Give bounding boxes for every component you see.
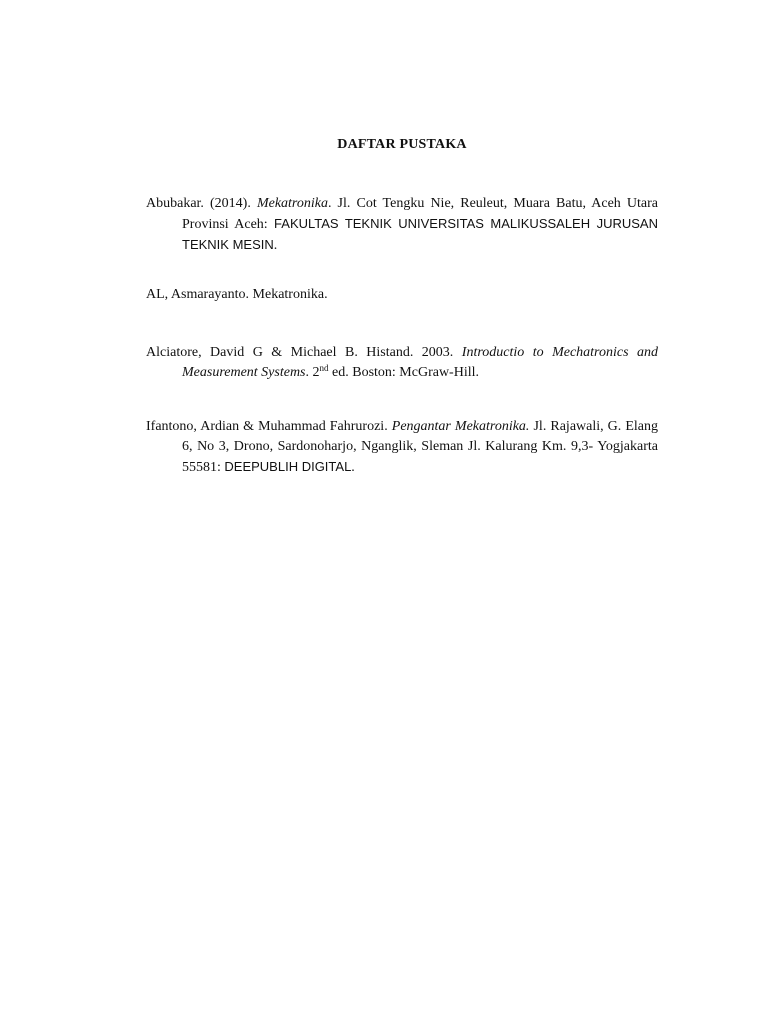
reference-publisher-info: Jl. Rajawali, G. Elang 6, No 3, Drono, Sardonoharjo, Nganglik, Sleman Jl. Kalurang Km. 9,3- Yogjakarta 55581:	[182, 419, 658, 475]
reference-publisher-info: ed. Boston: McGraw-Hill.	[328, 365, 479, 380]
reference-list	[146, 194, 658, 478]
reference-author-year: Alciatore, David G & Michael B. Histand. 2003.	[146, 345, 454, 360]
reference-end-punct: .	[351, 460, 355, 475]
reference-publisher-name: FAKULTAS TEKNIK UNIVERSITAS MALIKUSSALEH JURUSAN TEKNIK MESIN	[182, 216, 658, 252]
reference-item-abubakar	[146, 194, 658, 256]
reference-author-year: Abubakar. (2014).	[146, 196, 251, 211]
reference-edition-number: . 2	[305, 365, 320, 380]
reference-item-alciatore	[146, 343, 658, 383]
reference-item-asmarayanto	[146, 285, 658, 305]
page-title: DAFTAR PUSTAKA	[337, 137, 467, 152]
reference-text: AL, Asmarayanto. Mekatronika.	[146, 287, 328, 302]
reference-work-title: Mekatronika	[256, 196, 328, 211]
reference-work-title: Pengantar Mekatronika.	[391, 419, 530, 434]
reference-author: Ifantono, Ardian & Muhammad Fahrurozi.	[146, 419, 388, 434]
reference-work-title: Introductio to Mechatronics and Measurement Systems	[182, 345, 658, 380]
reference-item-ifantono	[146, 417, 658, 478]
reference-publisher-info: . Jl. Cot Tengku Nie, Reuleut, Muara Batu, Aceh Utara Provinsi Aceh:	[182, 196, 658, 232]
reference-edition-suffix: nd	[319, 363, 329, 373]
reference-end-punct: .	[273, 238, 278, 253]
reference-publisher-name: DEEPUBLIH DIGITAL	[224, 459, 352, 474]
